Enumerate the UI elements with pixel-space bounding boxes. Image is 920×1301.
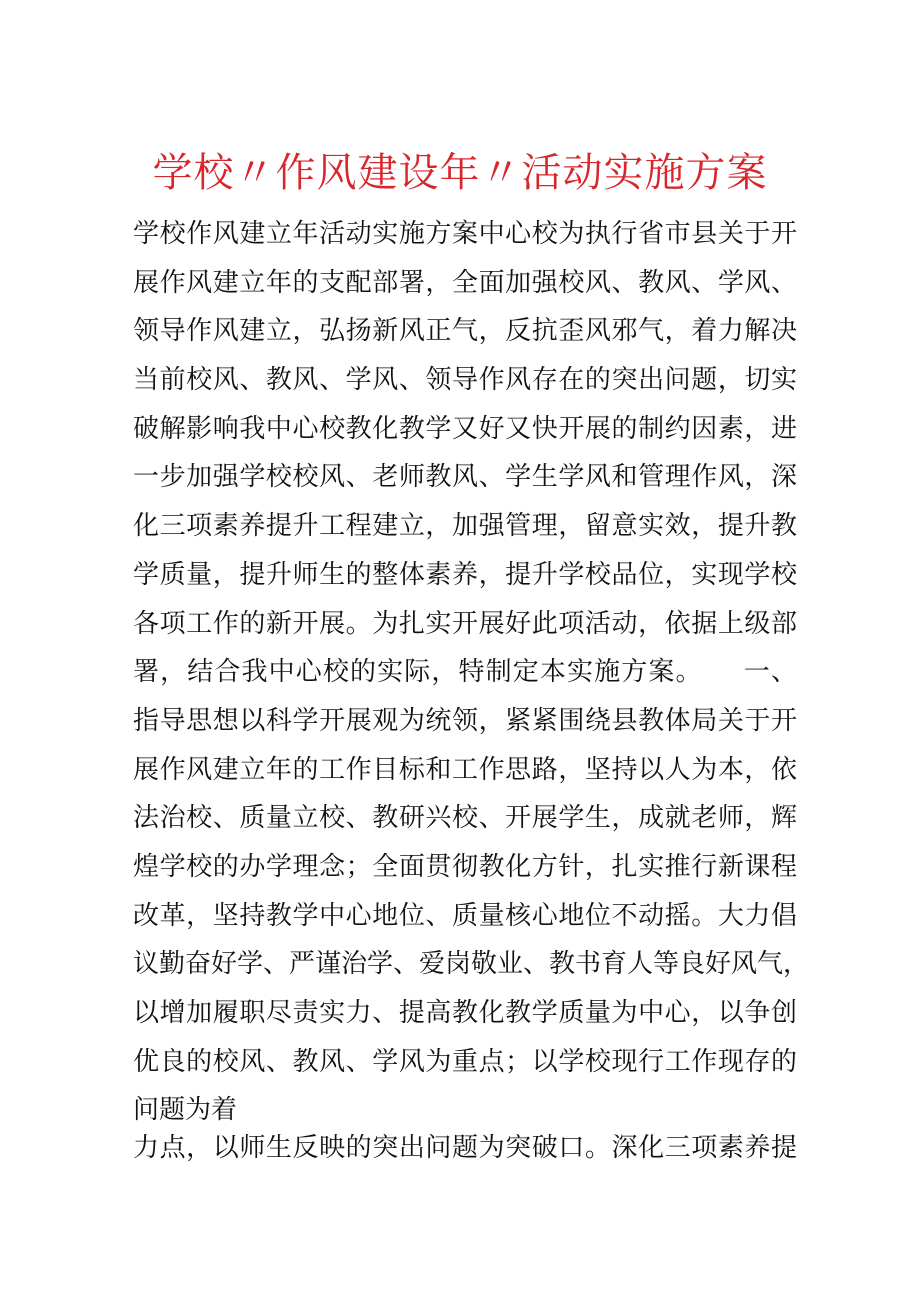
body-line-15: 改革，坚持教学中心地位、质量核心地位不动摇。大力倡 [133,900,797,931]
body-line-16: 议勤奋好学、严谨治学、爱岗敬业、教书育人等良好风气， [133,949,810,980]
document-title: 学校〃作风建设年〃活动实施方案 [152,150,768,196]
body-line-3: 领导作风建立，弘扬新风正气，反抗歪风邪气，着力解决 [133,316,797,347]
continuation-line: 力点，以师生反映的突出问题为突破口。深化三项素养提 [133,1133,797,1163]
document-body [133,210,810,1135]
body-line-1: 学校作风建立年活动实施方案中心校为执行省市县关于开 [133,219,797,249]
body-line-19: 问题为着 [133,1095,238,1126]
body-line-9: 各项工作的新开展。为扎实开展好此项活动，依据上级部 [133,608,797,639]
body-line-14: 煌学校的办学理念；全面贯彻教化方针，扎实推行新课程 [133,851,797,882]
continuation-paragraph [133,1124,797,1173]
body-line-13: 法治校、质量立校、教研兴校、开展学生，成就老师，辉 [133,803,797,834]
body-line-2: 展作风建立年的支配部署，全面加强校风、教风、学风、 [133,267,797,298]
body-line-12: 展作风建立年的工作目标和工作思路，坚持以人为本，依 [133,754,797,785]
body-line-18: 优良的校风、教风、学风为重点；以学校现行工作现存的 [133,1046,797,1077]
body-line-17: 以增加履职尽责实力、提高教化教学质量为中心，以争创 [133,998,797,1028]
body-line-8: 学质量，提升师生的整体素养，提升学校品位，实现学校 [133,559,797,590]
body-line-4: 当前校风、教风、学风、领导作风存在的突出问题，切实 [133,365,797,396]
body-line-5: 破解影响我中心校教化教学又好又快开展的制约因素，进 [133,413,797,444]
body-line-6: 一步加强学校校风、老师教风、学生学风和管理作风，深 [133,462,797,493]
body-line-7: 化三项素养提升工程建立，加强管理，留意实效，提升教 [133,511,797,542]
body-line-10: 署，结合我中心校的实际，特制定本实施方案。 一、 [133,657,797,688]
body-line-11: 指导思想以科学开展观为统领，紧紧围绕县教体局关于开 [133,705,797,736]
